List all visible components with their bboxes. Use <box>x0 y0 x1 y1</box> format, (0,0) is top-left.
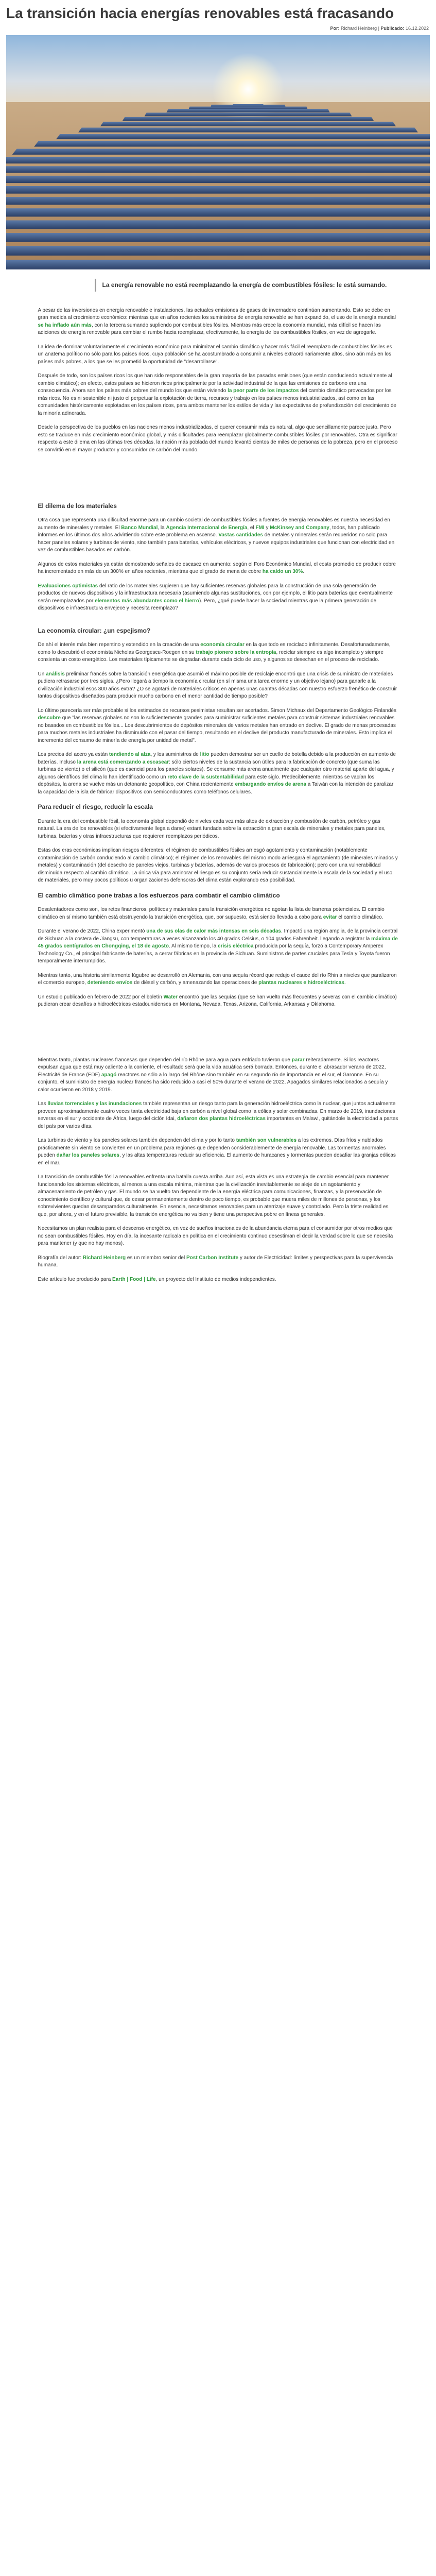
solar-panel-row <box>6 209 430 217</box>
paragraph <box>38 1100 398 1130</box>
solar-panel-row <box>6 157 430 163</box>
text: del cambio climático provocados por los más ricos. No es ni sostenible ni justo el perpetuar la explotación de tierra, recursos y trabajo en los países menos industrializados, así como en las comunidades históricamente explotadas en los países ricos, para ambos mantener los estilos de vida y las expectativas de profundización del crecimiento de la minoría adinerada. <box>38 388 396 416</box>
spacer <box>38 461 398 502</box>
text: del ratio de los materiales sugieren que hay suficientes reservas globales para la construcción de una sola generación de productos de nuevos dispositivos y la infraestructura necesaria (asumiendo algunas sustituciones, con por ejemplo, el litio para baterías que eventualmente serán reemplazados por <box>38 583 393 604</box>
institute-link[interactable]: Post Carbon Institute <box>186 1255 239 1261</box>
inline-link[interactable]: economía circular <box>200 642 245 648</box>
text: también representan un riesgo tanto para la generación hidroeléctrica como la nuclear, que juntos actualmente proveen aproximadamente cuatro veces tanta electricidad baja en carbón a nivel global como la eólica y solar combinadas. En marzo de 2019, inundaciones severas en el sur y occidente de África, luego del ciclón Idai, <box>38 1101 396 1122</box>
paragraph <box>38 972 398 987</box>
text: . <box>344 980 346 986</box>
inline-link[interactable]: análisis <box>46 671 65 677</box>
text: el cambio climático. <box>338 914 383 920</box>
text: De ahí el interés más bien repentino y extendido en la creación de una <box>38 642 199 648</box>
text: Este artículo fue producido para <box>38 1276 111 1282</box>
inline-link[interactable]: Water <box>163 994 178 1000</box>
solar-panel-row <box>6 221 430 229</box>
text: . Impactó una región amplia, de la provincia central de Sichuan a la costera de Jiangsu, con temperaturas a veces alcanzando los 40 grados Celsius, o 104 grados Fahrenheit. llegando a registrar la <box>38 928 398 942</box>
spacer <box>38 1290 398 1306</box>
solar-panel-row <box>100 122 396 127</box>
paragraph <box>38 372 398 417</box>
text: Otra cosa que representa una dificultad enorme para un cambio societal de combustibles fósiles a fuentes de energía renovables es nuestra necesidad en aumento de minerales y metales. El <box>38 517 390 531</box>
solar-panel-row <box>145 113 352 116</box>
paragraph <box>38 707 398 745</box>
paragraph <box>38 1137 398 1167</box>
text: preliminar francés sobre la transición energética que asumió el máximo posible de reciclaje encontró que una crisis de suministro de materiales pudiera retrasarse por tres siglos. ¿Pero llegará a tiempo la economía circular (en sí misma una tarea enorme y un objetivo lejano) para ganarle a la civilización industrial esos 300 años extra? ¿O se agotará de materiales críticos en apenas unas cuantas décadas con nuestro esfuerzo frenético de construir tantos dispositivos diseñados para producir mucho carbono en el menor cantidad de tiempo posible? <box>38 671 397 700</box>
inline-link[interactable]: máxima de 45 grados centígrados en Chongqing, el 18 de agosto <box>38 936 398 950</box>
paragraph <box>38 307 398 337</box>
text: A pesar de las inversiones en energía renovable e instalaciones, las actuales emisiones de gases de invernadero continúan aumentando. Esto se debe en gran medida al crecimiento económico: mientras que en años recientes los suministros de energía renovable se han expandido, el uso de la energía mundial <box>38 307 396 321</box>
paragraph <box>38 671 398 701</box>
text: para este siglo. Predeciblemente, mientras se vacían los depósitos, la arena se vuelve más un detonante geopolítico, con China recientemente <box>38 774 375 788</box>
inline-link[interactable]: tendiendo al alza <box>109 752 151 758</box>
inline-link[interactable]: también son vulnerables <box>236 1138 297 1144</box>
text: Durante el verano de 2022, China experimentó <box>38 928 145 935</box>
spacer <box>38 619 398 626</box>
text: a los extremos. Días fríos y nublados prácticamente sin viento se convierten en un problema para regiones que dependen considerablemente de energía renovable. Las tormentas anormales pueden <box>38 1138 386 1159</box>
text: , y los suministros de <box>150 752 199 758</box>
solar-panel-row <box>6 233 430 242</box>
paragraph: La transición de combustible fósil a renovables enfrenta una batalla cuesta arriba. Aun así, esta vista es una estrategia de cambio esencial para mantener funcionando los sistemas eléctricos, al menos a una escala mínima, mientras que la civilización inevitablemente se aleje de un agotamiento y almacenamiento de petróleo y gas. El mundo se ha vuelto tan dependiente de la energía eléctrica para comunicaciones, finanzas, y la preservación de conocimiento científico y cultural que, de cesar permanentemente dentro de poco tiempo, es probable que muera miles de millones de personas, y los sobrevivientes quedan desamparados culturalmente. En esencia, necesitamos renovables para un aterrizaje suave y controlado. Pero la triste realidad es que, por ahora, y en el futuro previsible, la transición energética no va bien y tiene una perspectiva pobre en líneas generales. <box>38 1174 389 1217</box>
solar-panel-row <box>6 166 430 173</box>
solar-panel-row <box>56 134 430 139</box>
inline-link[interactable]: embargando envíos de arena <box>235 782 306 788</box>
inline-link[interactable]: Vastas cantidades <box>218 532 263 538</box>
inline-link[interactable]: parar <box>291 1057 305 1063</box>
text: Los precios del acero ya están <box>38 752 108 758</box>
inline-link[interactable]: la arena está comenzando a escasear <box>77 759 169 765</box>
text: y <box>266 524 269 531</box>
section-heading: La economía circular: ¿un espejismo? <box>38 626 151 634</box>
solar-panel-row <box>166 109 329 112</box>
paragraph: Estas dos eras económicas implican riesgos diferentes: el régimen de combustibles fósiles arriesgó agotamiento y contaminación (notablemente contaminación de carbón conduciendo al cambio climático); el régimen de los renovables del mismo modo arriesgará el agotamiento (de minerales minados y metales) y contaminación (del desecho de paneles viejos, turbinas y baterías, además de varios procesos de fabricación); pero con una vulnerabilidad disminuida respecto al cambio climático. La única vía para aminorar el riesgo es su conjunto sería reducir sustancialmente la escala de la sociedad y el uso de materiales, pero muy pocos políticos u organizaciones defensoras del clima están explorando esa posibilidad. <box>38 848 398 884</box>
inline-link[interactable]: lluvias torrenciales y las inundaciones <box>47 1101 142 1107</box>
author-bio <box>38 1255 398 1269</box>
paragraph <box>38 994 398 1009</box>
byline-por-label: Por: <box>330 26 340 31</box>
inline-link[interactable]: Evaluaciones optimistas <box>38 583 98 589</box>
text: a Taiwán con la intención de paralizar la capacidad de la isla de fabricar dispositivos con semiconductores como teléfonos celulares. <box>38 782 394 795</box>
hero-ground <box>6 102 430 269</box>
byline-author: Richard Heinberg <box>341 26 377 31</box>
inline-link[interactable]: crisis eléctrica <box>218 943 254 950</box>
solar-panel-row <box>6 197 430 205</box>
inline-link[interactable]: plantas nucleares e hidroeléctricas <box>258 980 344 986</box>
text: , un proyecto del Instituto de medios independientes. <box>155 1276 276 1282</box>
section-heading: El dilema de los materiales <box>38 502 117 510</box>
solar-panel-row <box>12 149 430 155</box>
solar-panel-row <box>6 260 430 270</box>
inline-link[interactable]: Banco Mundial <box>121 524 158 531</box>
section-heading: El cambio climático pone trabas a los esfuerzos para combatir el cambio climático <box>38 891 280 899</box>
lead-quote: La energía renovable no está reemplazando la energía de combustibles fósiles: le está sumando. <box>95 279 393 291</box>
article-body <box>38 279 398 1306</box>
solar-panel-row <box>78 128 418 132</box>
inline-link[interactable]: elementos más abundantes como el hierro <box>95 598 199 604</box>
text: Mientras tanto, una historia similarmente lúgubre se desarrolló en Alemania, con una sequía récord que redujo el cauce del río Rhin a niveles que paralizaron el comercio europeo, <box>38 972 397 986</box>
solar-panel-row <box>6 186 430 194</box>
inline-link[interactable]: ha caído un 30% <box>262 569 303 575</box>
hero-solar-field-image <box>6 35 430 269</box>
text: , y las altas temperaturas reducir su eficiencia. El aumento de huracanes y tormentas pueden desafiar las granjas eólicas en el mar. <box>38 1153 396 1166</box>
text: Las <box>38 1101 46 1107</box>
inline-link[interactable]: trabajo pionero sobre la entropía <box>196 649 276 655</box>
article-title: La transición hacia energías renovables está fracasando <box>6 5 394 21</box>
text: Mientras tanto, plantas nucleares francesas que dependen del río Rhône para agua para enfriado tuvieron que <box>38 1057 290 1063</box>
text: . Al mismo tiempo, la <box>169 943 217 950</box>
text: reiteradamente. Si los reactores expulsan agua que está muy caliente a la corriente, el resultado será que la vida acuática será borrada. Entonces, durante el abrasador verano de 2022, Électricité de France (EDF) <box>38 1057 386 1078</box>
text: producida por la sequía, forzó a Contemporary Amperex Technology Co., el principal fabricante de baterías, a cerrar fábricas en la provincia de Sichuan. Suministros de partes cruciales para Tesla y Toyota fueron temporalmente interrumpidos. <box>38 943 390 964</box>
text: , el <box>247 524 254 531</box>
text: Un estudio publicado en febrero de 2022 por el boletín <box>38 994 162 1000</box>
inline-link[interactable]: Agencia Internacional de Energía <box>166 524 248 531</box>
author-link[interactable]: Richard Heinberg <box>82 1255 126 1261</box>
text: y autor de Electricidad: límites y perspectivas para la supervivencia humana. <box>38 1255 393 1268</box>
paragraph <box>38 928 398 965</box>
text: , reciclar siempre es algo incompleto y siempre consienta un costo energético. Los materiales típicamente se degradan durante cada ciclo de uso, y algunos se desechan en el proceso de reciclado. <box>38 649 383 663</box>
inline-link[interactable]: se ha inflado aún más <box>38 322 92 328</box>
solar-panel-row <box>6 246 430 256</box>
paragraph <box>38 906 398 921</box>
text: Después de todo, son los países ricos los que han sido responsables de la gran mayoría de las pasadas emisiones (que están conduciendo actualmente al cambio climático); en efecto, estos países se hicieron ricos principalmente por la actividad industrial de la que las emisiones de carbono era una consecuencia. Ahora son los países más pobres del mundo los que están viviendo <box>38 373 392 394</box>
text: , todos, han publicado informes en los últimos dos años advirtiendo sobre este problema en ascenso. <box>38 524 380 538</box>
inline-link[interactable]: dañaron dos plantas hidroeléctricas <box>177 1116 266 1122</box>
byline: Por: Richard Heinberg | Publicado: 16.12.2022 <box>330 26 429 31</box>
inline-link[interactable]: McKinsey and Company <box>270 524 329 531</box>
paragraph <box>38 751 398 796</box>
text: de diésel y carbón, y amenazando las operaciones de <box>134 980 257 986</box>
paragraph: Desde la perspectiva de los pueblos en las naciones menos industrializadas, el querer consumir más es natural, algo que sencillamente parece justo. Pero esto se traduce en más crecimiento económico global, y más dificultades para reemplazar globalmente combustibles fósiles por renovables. Otra es significar respecto a este dilema en las últimas tres décadas, la nación más poblada del mundo levantó cientos de miles de personas de la pobreza, pero en el proceso se convirtió en el mayor productor y consumidor de carbón del mundo. <box>38 425 398 453</box>
paragraph <box>38 583 398 613</box>
text: : sólo ciertos niveles de la sustancia son útiles para la fabricación de concreto (que suma las turbinas de viento) o el silicón (que es esencial para los paneles solares). Se consume más arena anualmente que cualquier otro material aparte del agua, y algunos científicos del clima lo han identificado como un <box>38 759 394 780</box>
text: Algunos de estos materiales ya están demostrando señales de escasez en aumento: según el Foro Económico Mundial, el costo promedio de producir cobre ha incrementado en más de un 300% en años recientes, mientras que el grado de mena de cobre <box>38 561 396 575</box>
inline-link[interactable]: dañar los paneles solares <box>56 1153 119 1159</box>
byline-published-label: Publicado: <box>380 26 405 31</box>
byline-date: 16.12.2022 <box>405 26 429 31</box>
paragraph <box>38 517 398 554</box>
spacer <box>38 1015 398 1057</box>
text: , la <box>158 524 165 531</box>
text: Desalentadores como son, los retos financieros, políticos y materiales para la transición energética no agotan la lista de barreras potenciales. El cambio climático en sí mismo también está obstruyendo la transición energética, que, por supuesto, está siendo llevada a cabo para <box>38 907 385 920</box>
text: Las turbinas de viento y los paneles solares también dependen del clima y por lo tanto <box>38 1138 235 1144</box>
text: ). Pero, ¿qué puede hacer la sociedad mientras que la primera generación de dispositivos e infraestructura envejece y necesita reemplazo? <box>38 598 377 612</box>
text: importantes en Malawi, quitándole la electricidad a partes del país por varios días. <box>38 1116 398 1129</box>
paragraph <box>38 641 398 664</box>
inline-link[interactable]: descubre <box>38 715 61 721</box>
inline-link[interactable]: una de sus olas de calor más intensas en seis décadas <box>146 928 281 935</box>
paragraph: Necesitamos un plan realista para el descenso energético, en vez de sueños irracionales de la abundancia eterna para el consumidor por otros medios que no sean combustibles fósiles. Hoy en día, la incesante radicala en política en el crecimiento continuo desestiman el decir la verdad sobre lo que se necesita para mantener (y que no hay menos). <box>38 1226 393 1247</box>
credit-line <box>38 1276 398 1284</box>
paragraph: La idea de dominar voluntariamente el crecimiento económico para minimizar el cambio climático y hacer más fácil el reemplazo de combustibles fósiles es un anatema político no sólo para los países ricos, cuya población se ha acostumbrado a consumir a niveles extraordinariamente altos, sino aún más en los países más pobres, a los que se les prometió la oportunidad de "desarrollarse". <box>38 344 392 365</box>
section-heading: Para reducir el riesgo, reducir la escala <box>38 803 153 811</box>
inline-link[interactable]: evitar <box>323 914 337 920</box>
text: es un miembro senior del <box>127 1255 185 1261</box>
text: , con la tercera sumando supliendo por combustibles fósiles. Mientras más crece la economía mundial, más difícil se hacen las adiciones de energía renovable para cambiar el rumbo hacia reemplazar, efectivamente, la energía de los combustibles fósiles, en vez de agregarle. <box>38 322 381 336</box>
text: Lo último parecería ser más probable si los estimados de recursos pesimistas resultan ser acertados. Simon Michaux del Departamento Geológico Finlandés <box>38 707 396 714</box>
text: pueden demostrar ser un cuello de botella debido a la producción en aumento de baterías. Incluso <box>38 752 396 765</box>
paragraph <box>38 561 398 576</box>
project-link[interactable]: Earth | Food | Life <box>112 1276 156 1282</box>
text: Un <box>38 671 45 677</box>
inline-link[interactable]: FMI <box>255 524 265 531</box>
inline-link[interactable]: la peor parte de los impactos <box>228 388 299 394</box>
inline-link[interactable]: reto clave de la sustentabilidad <box>167 774 244 780</box>
text: en la que todo es reciclado infinitamente. Desafortunadamente, como lo descubrió el economista Nicholas Georgescu-Roegen en su <box>38 642 391 655</box>
text: Biografía del autor: <box>38 1255 81 1261</box>
paragraph <box>38 1057 398 1094</box>
inline-link[interactable]: deteniendo envíos <box>87 980 133 986</box>
solar-panel-row <box>6 176 430 183</box>
text: encontró que las sequías (que se han vuelto más frecuentes y severas con el cambio climático) pudieran crear desafíos a hidroeléctricas estadounidenses en Montana, Nevada, Texas, Arizona, California, Arkansas y Oklahoma. <box>38 994 397 1008</box>
text: reactores no sólo a lo largo del Rhône sino también en su segundo río de importancia en el sur, el Garonne. En su conjunto, el suministro de energía nuclear francés ha sido reducido a casi el 50% durante el verano de 2022. Apagados similares relacionados a sequía y calor ocurrieron en 2018 y 2019. <box>38 1072 388 1093</box>
solar-panel-row <box>34 141 430 147</box>
text: de metales y minerales serán requeridos no solo para hacer paneles solares y turbinas de viento, sino también para baterías, vehículos eléctricos, y nuevos equipos industriales que funcionan con electricidad en vez de combustibles basados en carbón. <box>38 532 395 553</box>
paragraph: Durante la era del combustible fósil, la economía global dependió de niveles cada vez más altos de extracción y combustión de carbón, petróleo y gas natural. La era de los renovables (si efectivamente llega a darse) estará fundada sobre la extracción a gran escala de minerales y metales para paneles, turbinas, baterías y otras infraestructuras que requieren reemplazos periódicos. <box>38 818 386 839</box>
text: que "las reservas globales no son lo suficientemente grandes para suministrar suficientes metales para construir sistemas industriales renovables no basados en combustibles fósiles... Los descubrimientos de depósitos minerales de varios metales han entrado en declive. El grado de menas procesadas para muchos metales industriales ha disminuido con el pasar del tiempo, resultando en el declive del producto manufacturado de minerales. Esto implica el incremento del consumo de minería de energía por unidad de metal". <box>38 715 396 743</box>
inline-link[interactable]: apagó <box>101 1072 117 1078</box>
text: . <box>303 569 305 575</box>
solar-panel-row <box>188 107 307 110</box>
inline-link[interactable]: litio <box>200 752 210 758</box>
solar-panel-row <box>123 117 374 121</box>
